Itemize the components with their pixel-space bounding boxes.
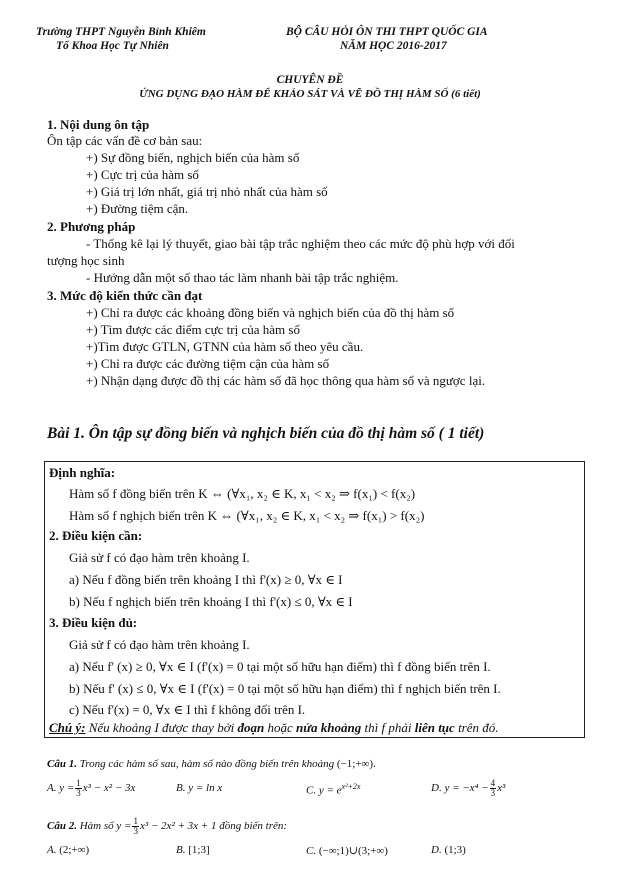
option-letter: C. [306, 784, 317, 797]
q2-option-b[interactable] [176, 844, 210, 856]
question-expr: x³ − 2x² + 3x + 1 [139, 820, 217, 833]
note-text: hoặc [264, 720, 297, 735]
exam-title: BỘ CÂU HỎI ÔN THI THPT QUỐC GIA [286, 26, 488, 38]
note-emph: đoạn [237, 720, 265, 735]
section1-item: +) Giá trị lớn nhất, giá trị nhỏ nhất của hàm số [86, 184, 328, 199]
note-text: Nếu khoảng I được thay bởi [85, 720, 238, 735]
fraction [490, 779, 497, 798]
topic-label: CHUYÊN ĐỀ [276, 74, 344, 86]
question-expr: y = [116, 820, 132, 833]
school-year: NĂM HỌC 2016-2017 [340, 40, 447, 52]
necessary-b: b) Nếu f nghịch biến trên khoảng I thì f'(x) ≤ 0, ∀x ∈ I [69, 594, 353, 609]
numerator: 4 [490, 778, 496, 788]
note-text: thì f phải [361, 720, 415, 735]
q1-option-c[interactable] [306, 782, 360, 797]
question-text: Hàm số [76, 820, 117, 833]
option-value: (1;3) [444, 844, 466, 856]
school-name: Trường THPT Nguyễn Bỉnh Khiêm [36, 26, 206, 38]
theory-box [44, 461, 585, 738]
necessary-heading: 2. Điều kiện cần: [49, 528, 143, 543]
q2-option-d[interactable] [431, 844, 466, 856]
note-emph: liên tục [414, 720, 455, 735]
note-label: Chú ý: [49, 720, 86, 735]
option-expr: x³ − x² − 3x [82, 782, 136, 795]
fraction [75, 779, 82, 798]
section2-line1b: tượng học sinh [47, 253, 125, 268]
question-text: Trong các hàm số sau, hàm số nào đồng biến trên khoảng [76, 758, 337, 770]
section3-item: +) Chỉ ra được các đường tiệm cận của hàm số [86, 356, 330, 371]
necessary-a: a) Nếu f đồng biến trên khoảng I thì f'(x) ≥ 0, ∀x ∈ I [69, 572, 343, 587]
question-label: Câu 2. [47, 820, 77, 833]
section1-item: +) Cực trị của hàm số [86, 167, 199, 182]
section1-item: +) Sự đồng biến, nghịch biến của hàm số [86, 150, 300, 165]
note-text: trên đó. [454, 720, 499, 735]
sufficient-b: b) Nếu f' (x) ≤ 0, ∀x ∈ I (f'(x) = 0 tại một số hữu hạn điểm) thì f nghịch biến trên I. [69, 681, 501, 696]
section1-intro: Ôn tập các vấn đề cơ bản sau: [47, 133, 203, 148]
option-letter: B. [176, 844, 186, 856]
note-emph: nửa khoảng [296, 720, 362, 735]
question-label: Câu 1. [47, 758, 77, 770]
definition-heading: Định nghĩa: [49, 465, 116, 480]
definition-decreasing: Hàm số f nghịch biến trên K ⇔ (∀x₁, x₂ ∈ K, x₁ < x₂ ⇒ f(x₁) > f(x₂) [69, 508, 425, 523]
denominator: 3 [490, 788, 496, 798]
sufficient-heading: 3. Điều kiện đủ: [49, 615, 138, 630]
definition-increasing: Hàm số f đồng biến trên K ⇔ (∀x₁, x₂ ∈ K, x₁ < x₂ ⇒ f(x₁) < f(x₂) [69, 486, 416, 501]
option-expr: y = [59, 782, 75, 795]
fraction [132, 817, 139, 836]
denominator: 3 [133, 826, 138, 836]
option-value: [1;3] [188, 844, 210, 856]
sufficient-a: a) Nếu f' (x) ≥ 0, ∀x ∈ I (f'(x) = 0 tại một số hữu hạn điểm) thì f đồng biến trên I. [69, 659, 491, 674]
department-name: Tổ Khoa Học Tự Nhiên [56, 40, 169, 52]
question-2 [47, 817, 287, 836]
option-letter: C. [306, 845, 317, 857]
numerator: 1 [133, 816, 138, 826]
denominator: 3 [76, 788, 81, 798]
section3-item: +)Tìm được GTLN, GTNN của hàm số theo yêu cầu. [86, 339, 364, 354]
section2-heading: 2. Phương pháp [47, 219, 136, 234]
numerator: 1 [76, 778, 81, 788]
option-letter: A. [47, 782, 57, 795]
q1-option-d[interactable] [431, 779, 505, 798]
section3-item: +) Nhận dạng được đồ thị các hàm số đã học thông qua hàm số và ngược lại. [86, 373, 486, 388]
lesson-title: Bài 1. Ôn tập sự đồng biến và nghịch biến của đồ thị hàm số ( 1 tiết) [47, 425, 485, 442]
note [49, 720, 499, 736]
section1-heading: 1. Nội dung ôn tập [47, 117, 150, 132]
section3-heading: 3. Mức độ kiến thức cần đạt [47, 288, 203, 303]
option-expr: x³ [497, 782, 506, 795]
question-text: đồng biến trên: [216, 820, 288, 833]
option-letter: D. [431, 782, 442, 795]
option-exponent: x²+2x [341, 782, 361, 791]
option-letter: A. [47, 844, 57, 856]
question-1 [47, 758, 376, 770]
q2-option-c[interactable] [306, 844, 388, 857]
section3-item: +) Tìm được các điểm cực trị của hàm số [86, 322, 300, 337]
necessary-intro: Giả sử f có đạo hàm trên khoảng I. [69, 550, 250, 565]
option-value: (2;+∞) [59, 844, 90, 856]
topic-title: ỨNG DỤNG ĐẠO HÀM ĐỂ KHẢO SÁT VÀ VẼ ĐỒ THỊ HÀM SỐ (6 tiết) [139, 88, 481, 100]
option-letter: B. [176, 782, 186, 794]
sufficient-c: c) Nếu f'(x) = 0, ∀x ∈ I thì f không đổi trên I. [69, 702, 306, 717]
sufficient-intro: Giả sử f có đạo hàm trên khoảng I. [69, 637, 250, 652]
option-letter: D. [431, 844, 442, 856]
option-value: (−∞;1)∪(3;+∞) [318, 845, 388, 857]
option-expr: y = −x⁴ − [444, 782, 489, 795]
option-expr: y = ln x [188, 782, 223, 794]
section2-line2: - Hướng dẫn một số thao tác làm nhanh bài tập trắc nghiệm. [86, 270, 399, 285]
option-expr: y = e [318, 784, 342, 797]
section1-item: +) Đường tiệm cận. [86, 201, 189, 216]
section3-item: +) Chỉ ra được các khoảng đồng biến và nghịch biến của đồ thị hàm số [86, 305, 455, 320]
q1-option-b[interactable] [176, 782, 222, 794]
section2-line1: - Thống kê lại lý thuyết, giao bài tập trắc nghiệm theo các mức độ phù hợp với đối [86, 236, 515, 251]
question-interval: (−1;+∞). [336, 758, 376, 770]
q1-option-a[interactable] [47, 779, 135, 798]
q2-option-a[interactable] [47, 844, 89, 856]
